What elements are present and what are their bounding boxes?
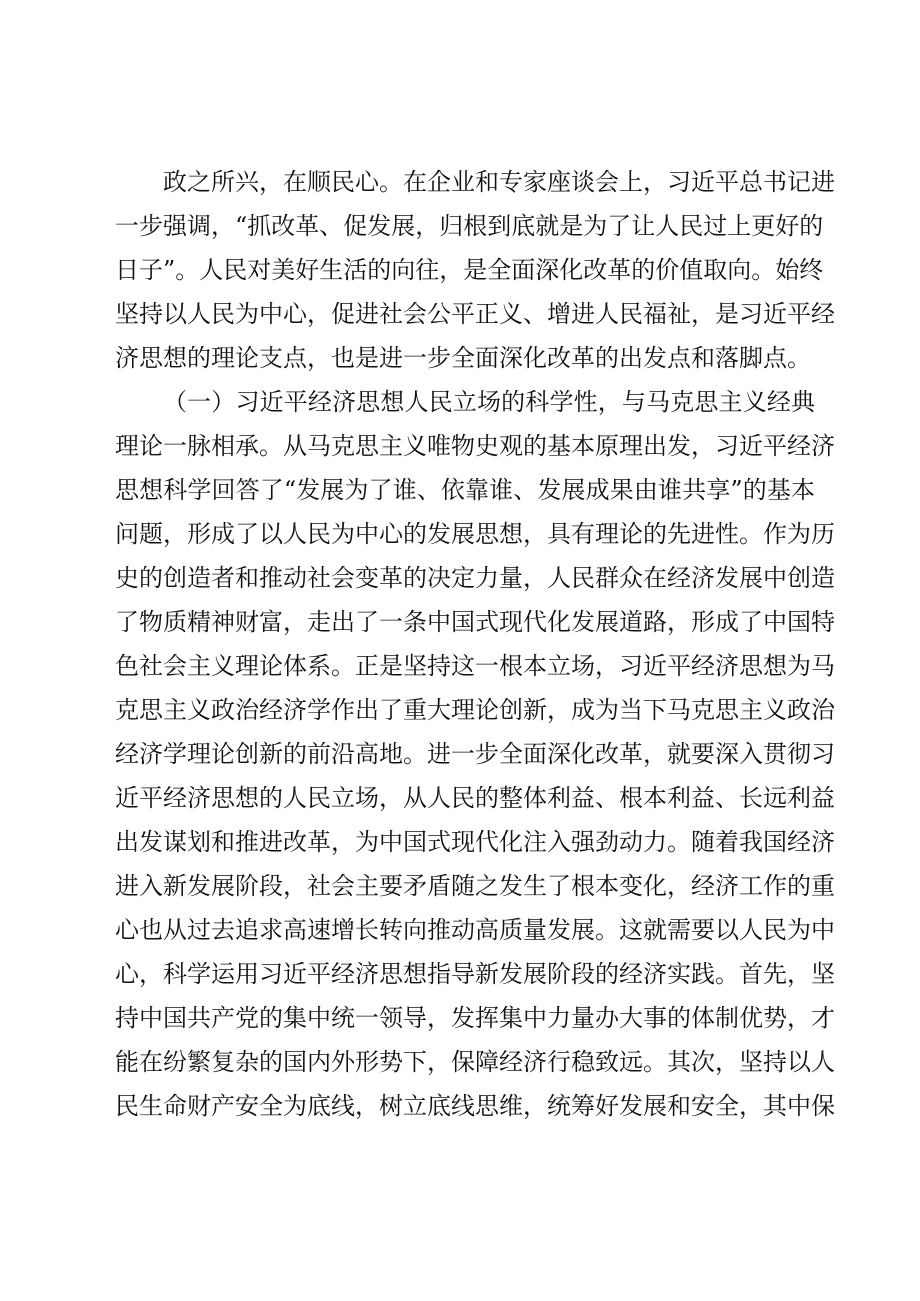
paragraph-line: 政之所兴，在顺民心。在企业和专家座谈会上，习近平总书记进 (163, 168, 835, 196)
paragraph-2 (115, 380, 835, 1128)
paragraph-line: 近平经济思想的人民立场，从人民的整体利益、根本利益、长远利益 (115, 784, 835, 812)
document-body (115, 160, 835, 1128)
paragraph-line: 持中国共产党的集中统一领导，发挥集中力量办大事的体制优势，才 (115, 1004, 835, 1032)
paragraph-line: 济思想的理论支点，也是进一步全面深化改革的出发点和落脚点。 (115, 344, 811, 372)
paragraph-line: 思想科学回答了“发展为了谁、依靠谁、发展成果由谁共享”的基本 (115, 476, 815, 504)
paragraph-line: 了物质精神财富，走出了一条中国式现代化发展道路，形成了中国特 (115, 608, 835, 636)
paragraph-line: 克思主义政治经济学作出了重大理论创新，成为当下马克思主义政治 (115, 696, 835, 724)
paragraph-line: 日子”。人民对美好生活的向往，是全面深化改革的价值取向。始终 (115, 256, 824, 284)
paragraph-line: 民生命财产安全为底线，树立底线思维，统筹好发展和安全，其中保 (115, 1092, 835, 1120)
paragraph-line: 理论一脉相承。从马克思主义唯物史观的基本原理出发，习近平经济 (115, 432, 835, 460)
paragraph-line: 出发谋划和推进改革，为中国式现代化注入强劲动力。随着我国经济 (115, 828, 835, 856)
paragraph-line: 心，科学运用习近平经济思想指导新发展阶段的经济实践。首先，坚 (115, 960, 835, 988)
paragraph-line: 进入新发展阶段，社会主要矛盾随之发生了根本变化，经济工作的重 (115, 872, 835, 900)
paragraph-line: 一步强调，“抓改革、促发展，归根到底就是为了让人民过上更好的 (115, 212, 824, 240)
paragraph-line: 心也从过去追求高速增长转向推动高质量发展。这就需要以人民为中 (115, 916, 835, 944)
paragraph-line: 色社会主义理论体系。正是坚持这一根本立场，习近平经济思想为马 (115, 652, 835, 680)
paragraph-line: 坚持以人民为中心，促进社会公平正义、增进人民福祉，是习近平经 (115, 300, 835, 328)
paragraph-1 (115, 160, 835, 380)
paragraph-line: 史的创造者和推动社会变革的决定力量，人民群众在经济发展中创造 (115, 564, 835, 592)
paragraph-line: （一）习近平经济思想人民立场的科学性，与马克思主义经典 (163, 388, 815, 416)
paragraph-line: 能在纷繁复杂的国内外形势下，保障经济行稳致远。其次，坚持以人 (115, 1048, 835, 1076)
paragraph-line: 问题，形成了以人民为中心的发展思想，具有理论的先进性。作为历 (115, 520, 835, 548)
paragraph-line: 经济学理论创新的前沿高地。进一步全面深化改革，就要深入贯彻习 (115, 740, 835, 768)
